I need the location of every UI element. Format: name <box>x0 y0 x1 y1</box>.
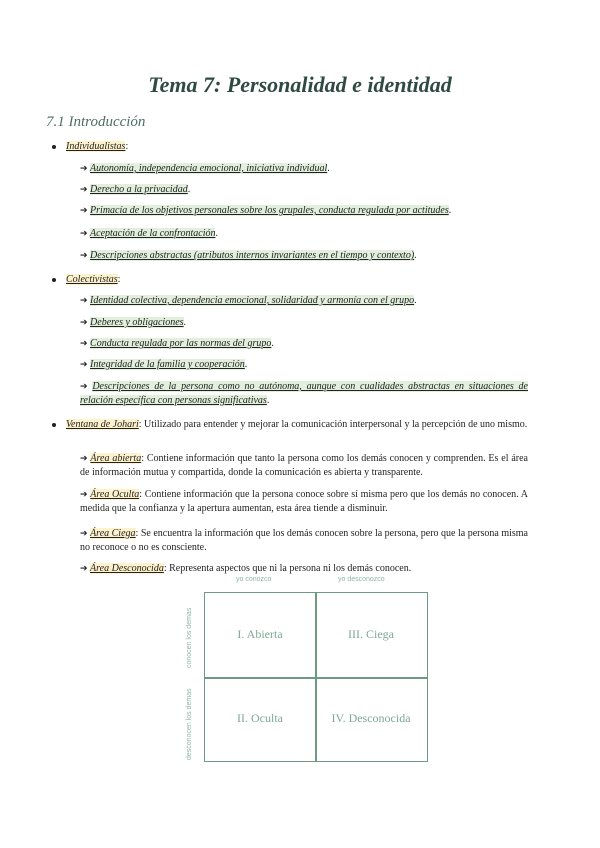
johari-grid <box>204 592 428 762</box>
cell-abierta: I. Abierta <box>237 627 283 641</box>
list-item: ➔ Primacía de los objetivos personales sobre los grupales, conducta regulada por actitudes. <box>80 205 452 216</box>
col-label: yo desconozco <box>338 576 385 583</box>
arrow-icon: ➔ <box>80 382 88 392</box>
arrow-icon: ➔ <box>80 490 88 500</box>
list-item: ➔ Aceptación de la confrontación. <box>80 228 218 239</box>
cell-desconocida: IV. Desconocida <box>331 711 411 725</box>
row-label: conocen los demas <box>186 607 193 668</box>
list-item: ➔ Descripciones abstractas (atributos internos invariantes en el tiempo y contexto). <box>80 250 417 261</box>
col-label: yo conozco <box>236 576 272 583</box>
bullet-individualistas: Individualistas: <box>66 140 128 154</box>
johari-diagram <box>180 576 440 766</box>
arrow-icon: ➔ <box>80 251 88 261</box>
arrow-icon: ➔ <box>80 564 88 574</box>
list-item: ➔ Integridad de la familia y cooperación. <box>80 359 248 370</box>
cell-oculta: II. Oculta <box>237 711 283 725</box>
list-item: ➔ Deberes y obligaciones. <box>80 317 187 328</box>
row-label: desconocen los demas <box>186 688 193 760</box>
arrow-icon: ➔ <box>80 529 88 539</box>
list-item: ➔ Autonomía, independencia emocional, iniciativa individual. <box>80 163 330 174</box>
arrow-icon: ➔ <box>80 206 88 216</box>
list-item: ➔ Descripciones de la persona como no autónoma, aunque con cualidades abstractas en situaciones de relación específica con personas significativas. <box>80 381 528 406</box>
bullet-dot <box>52 145 56 149</box>
list-item: ➔ Área Ciega: Se encuentra la información que los demás conocen sobre la persona, pero que la persona misma no reconoce o no es consciente. <box>80 528 528 553</box>
list-item: ➔ Área Desconocida: Representa aspectos que ni la persona ni los demás conocen. <box>80 563 412 574</box>
term-individualistas: Individualistas <box>66 141 126 152</box>
arrow-icon: ➔ <box>80 164 88 174</box>
arrow-icon: ➔ <box>80 360 88 370</box>
arrow-icon: ➔ <box>80 339 88 349</box>
arrow-icon: ➔ <box>80 185 88 195</box>
list-item: ➔ Área Oculta: Contiene información que la persona conoce sobre sí misma pero que los demás no conocen. A medida que la confianza y la apertura aumentan, esta área tiende a disminuir. <box>80 489 529 514</box>
divider <box>205 677 427 679</box>
arrow-icon: ➔ <box>80 454 88 464</box>
arrow-icon: ➔ <box>80 296 88 306</box>
bullet-dot <box>52 278 56 282</box>
bullet-dot <box>52 423 56 427</box>
list-item: ➔ Derecho a la privacidad. <box>80 184 191 195</box>
arrow-icon: ➔ <box>80 229 88 239</box>
page-title: Tema 7: Personalidad e identidad <box>148 72 452 97</box>
arrow-icon: ➔ <box>80 318 88 328</box>
cell-ciega: III. Ciega <box>348 627 394 641</box>
bullet-johari: Ventana de Johari: Utilizado para entender y mejorar la comunicación interpersonal y la percepción de uno mismo. <box>66 418 528 432</box>
list-item: ➔ Identidad colectiva, dependencia emocional, solidaridad y armonía con el grupo. <box>80 295 417 306</box>
section-heading: 7.1 Introducción <box>46 114 146 130</box>
term-johari: Ventana de Johari <box>66 419 139 430</box>
term-colectivistas: Colectivistas <box>66 274 118 285</box>
list-item: ➔ Área abierta: Contiene información que tanto la persona como los demás conocen y comprenden. Es el área de información mutua y compartida, donde la comunicación es abierta y transparente. <box>80 453 528 478</box>
bullet-colectivistas: Colectivistas: <box>66 273 120 287</box>
list-item: ➔ Conducta regulada por las normas del grupo. <box>80 338 274 349</box>
